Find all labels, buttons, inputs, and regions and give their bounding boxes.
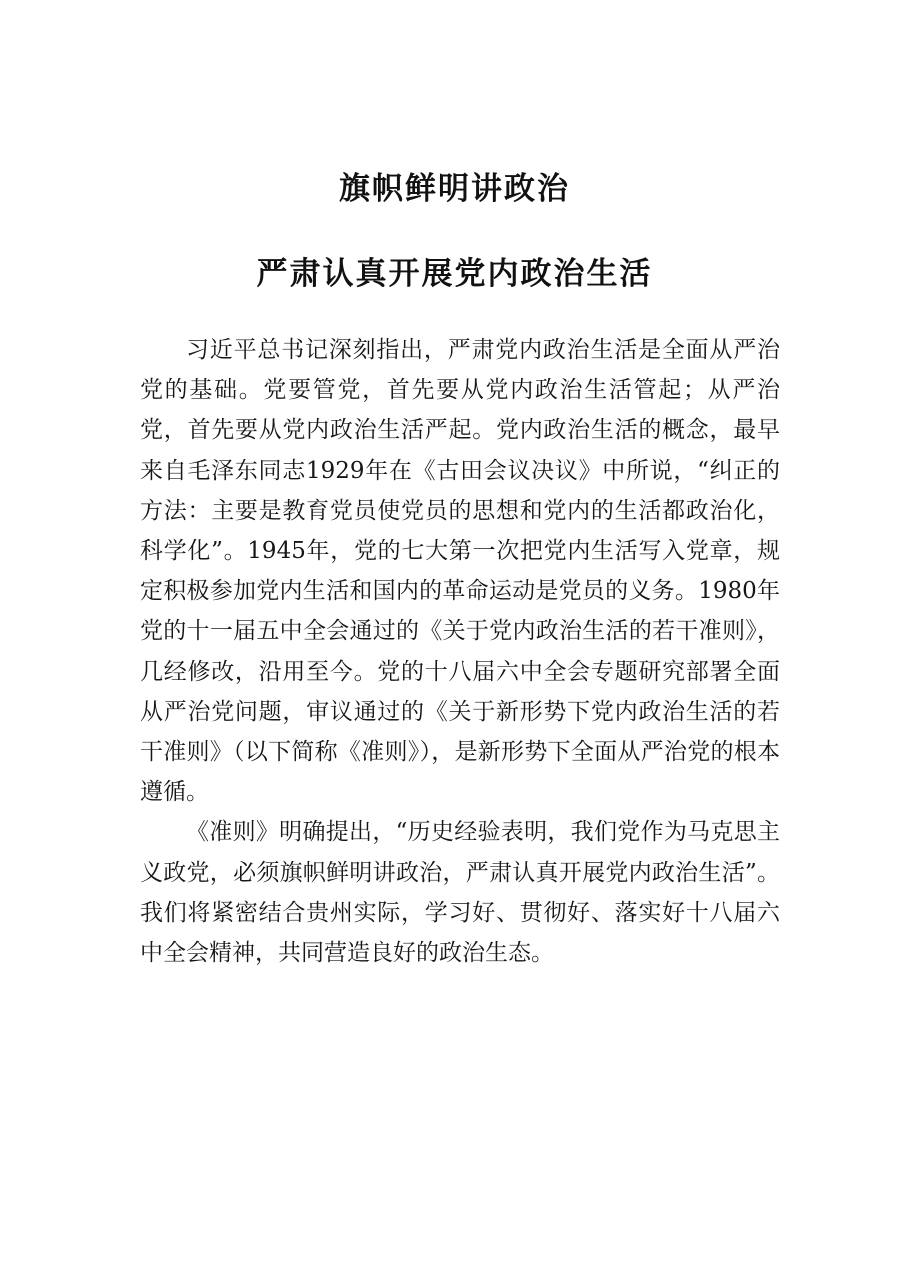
paragraph-2: 《准则》明确提出，“历史经验表明，我们党作为马克思主义政党，必须旗帜鲜明讲政治，严肃认真开展党内政治生活”。我们将紧密结合贵州实际，学习好、贯彻好、落实好十八届六中全会精神，共同营造良好的政治生态。 — [140, 819, 780, 967]
paragraph-1: 习近平总书记深刻指出，严肃党内政治生活是全面从严治党的基础。党要管党，首先要从党内政治生活管起；从严治党，首先要从党内政治生活严起。党内政治生活的概念，最早来自毛泽东同志1929年在《古田会议决议》中所说，“纠正的方法：主要是教育党员使党员的思想和党内的生活都政治化，科学化”。1945年，党的七大第一次把党内生活写入党章，规定积极参加党内生活和国内的革命运动是党员的义务。1980年党的十一届五中全会通过的《关于党内政治生活的若干准则》，几经修改，沿用至今。党的十八届六中全会专题研究部署全面从严治党问题，审议通过的《关于新形势下党内政治生活的若干准则》（以下简称《准则》），是新形势下全面从严治党的根本遵循。 — [140, 337, 780, 806]
document-title-line-2: 严肃认真开展党内政治生活 — [256, 256, 653, 292]
document-body — [140, 330, 780, 973]
document-title-line-1: 旗帜鲜明讲政治 — [339, 171, 570, 207]
